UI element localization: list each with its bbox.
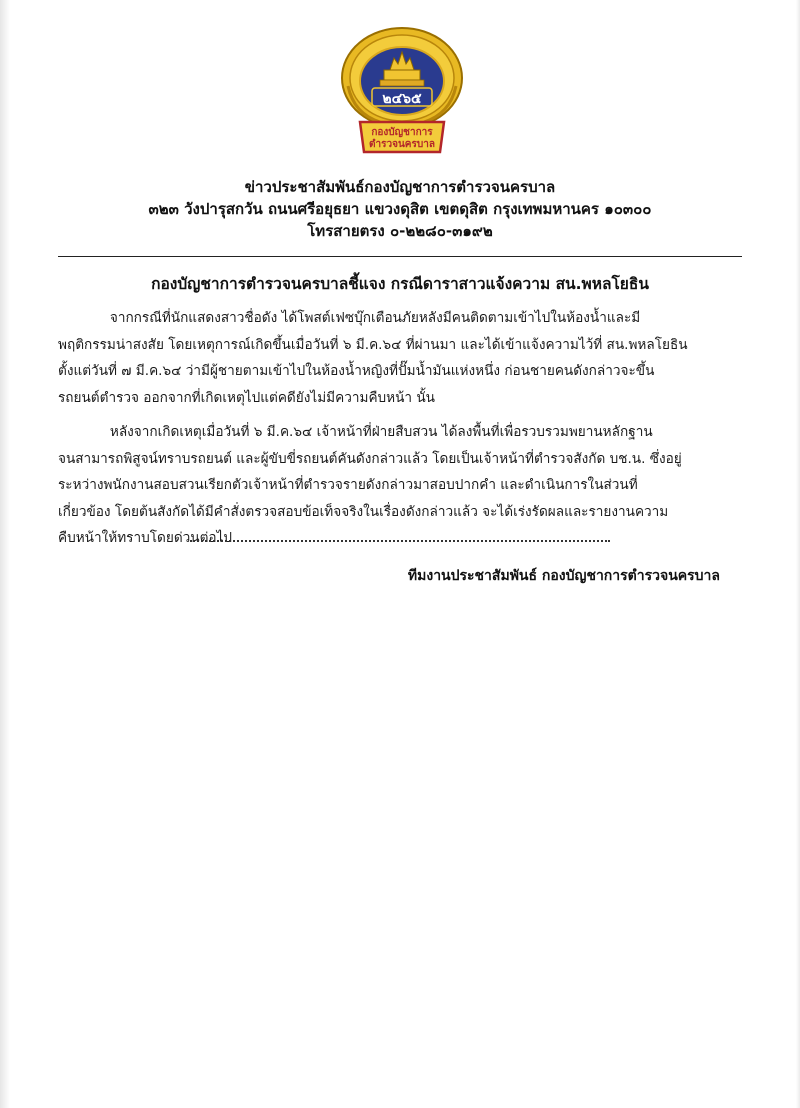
body-line: หลังจากเกิดเหตุเมื่อวันที่ ๖ มี.ค.๖๔ เจ้าหน้าที่ฝ่ายสืบสวน ได้ลงพื้นที่เพื่อรวบรวมพยานหลักฐาน (58, 424, 653, 440)
paragraph (58, 419, 746, 552)
scan-edge-left (0, 0, 10, 1108)
paragraph (58, 305, 746, 411)
letterhead-title: ข่าวประชาสัมพันธ์กองบัญชาการตำรวจนครบาล (244, 178, 556, 196)
body-line: รถยนต์ตำรวจ ออกจากที่เกิดเหตุไปแต่คดียังไม่มีความคืบหน้า นั้น (58, 389, 435, 406)
body-text (58, 305, 746, 552)
headline: กองบัญชาการตำรวจนครบาลชี้แจง กรณีดาราสาวแจ้งความ สน.พหลโยธิน (151, 275, 649, 293)
paragraph-gap (58, 411, 746, 419)
body-line: คืบหน้าให้ทราบโดยด่วนต่อไป (58, 530, 233, 546)
emblem-ribbon-line1: กองบัญชาการ (371, 127, 433, 138)
body-line: พฤติกรรมน่าสงสัย โดยเหตุการณ์เกิดขึ้นเมื่อวันที่ ๖ มี.ค.๖๔ ที่ผ่านมา และได้เข้าแจ้งความไว้ที่ สน.พหลโยธิน (58, 336, 688, 353)
letterhead-address: ๓๒๓ วังปารุสกวัน ถนนศรีอยุธยา แขวงดุสิต เขตดุสิต กรุงเทพมหานคร ๑๐๓๐๐ (148, 200, 652, 218)
body-line: เกี่ยวข้อง โดยต้นสังกัดได้มีคำสั่งตรวจสอบข้อเท็จจริงในเรื่องดังกล่าวแล้ว จะได้เร่งรัดผลและรายงานความ (58, 503, 669, 520)
police-emblem-logo (340, 26, 464, 158)
body-line: ระหว่างพนักงานสอบสวนเรียกตัวเจ้าหน้าที่ตำรวจรายดังกล่าวมาสอบปากคำ และดำเนินการในส่วนที่ (58, 477, 638, 493)
header-divider (58, 256, 742, 257)
body-line: จากกรณีที่นักแสดงสาวชื่อดัง ได้โพสต์เฟซบุ๊กเตือนภัยหลังมีคนติดตามเข้าไปในห้องน้ำและมี (58, 310, 641, 326)
letterhead (0, 176, 800, 242)
scan-edge-right (796, 0, 800, 1108)
emblem-ribbon-line2: ตำรวจนครบาล (369, 139, 435, 150)
body-line: ตั้งแต่วันที่ ๗ มี.ค.๖๔ ว่ามีผู้ชายตามเข้าไปในห้องน้ำหญิงที่ปั๊มน้ำมันแห่งหนึ่ง ก่อนชายคนดังกล่าวจะขึ้น (58, 363, 655, 379)
letterhead-phone: โทรสายตรง ๐-๒๒๘๐-๓๑๙๒ (307, 222, 493, 240)
signoff: ทีมงานประชาสัมพันธ์ กองบัญชาการตำรวจนครบาล (407, 568, 720, 584)
body-line: จนสามารถพิสูจน์ทราบรถยนต์ และผู้ขับขี่รถยนต์คันดังกล่าวแล้ว โดยเป็นเจ้าหน้าที่ตำรวจสังกัด บช.น. ซึ่งอยู่ (58, 450, 682, 467)
dotted-separator (190, 540, 610, 542)
emblem-year-text: ๒๔๖๕ (382, 91, 422, 107)
